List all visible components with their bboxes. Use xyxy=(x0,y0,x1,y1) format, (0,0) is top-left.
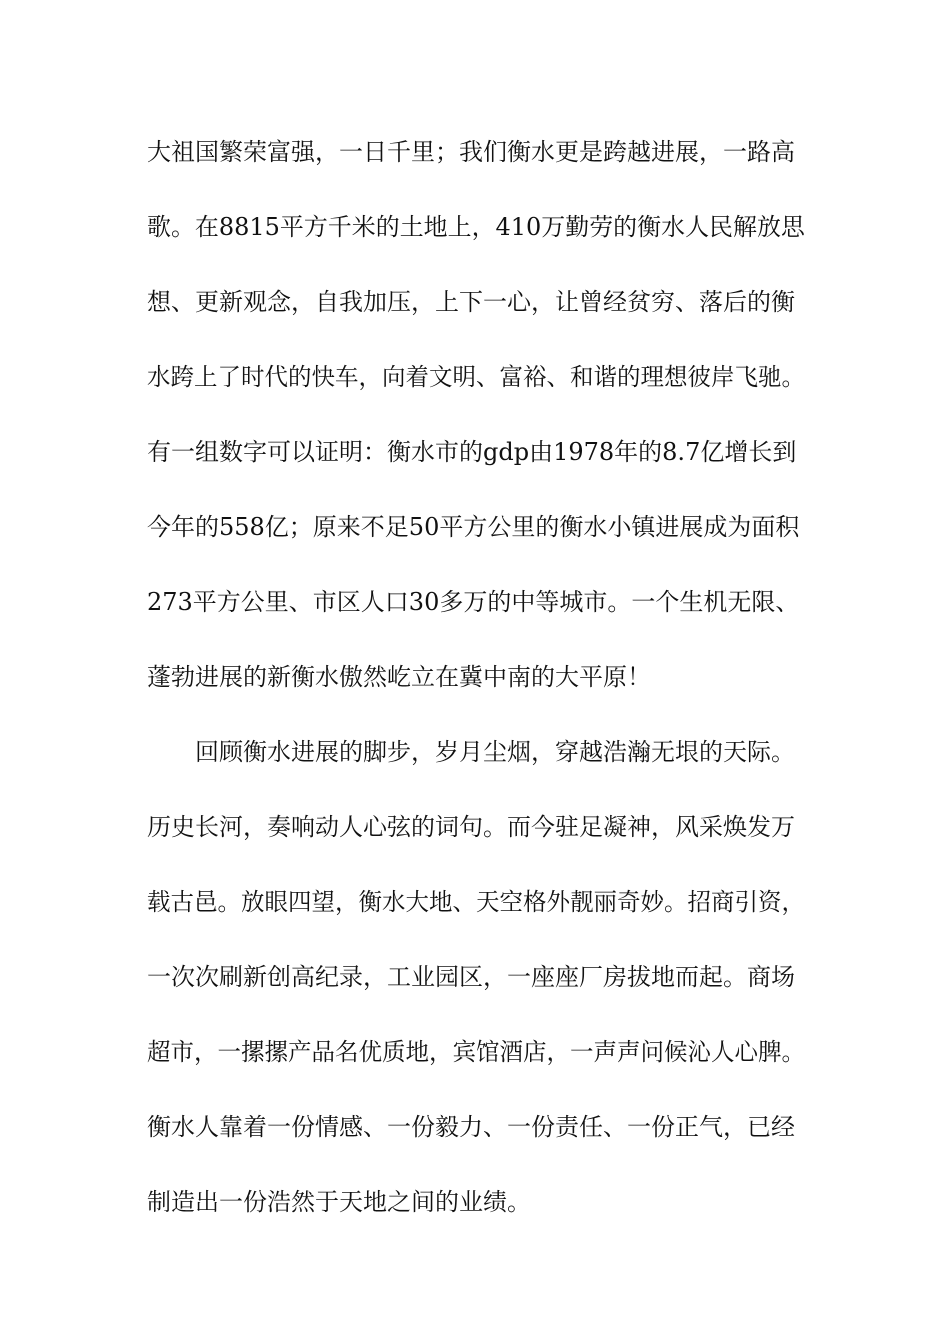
text-line: 超市，一摞摞产品名优质地，宾馆酒店，一声声问候沁人心脾。 xyxy=(147,1038,806,1066)
text-line: 一次次刷新创高纪录，工业园区，一座座厂房拔地而起。商场 xyxy=(147,963,795,991)
text-line: 想、更新观念，自我加压，上下一心，让曾经贫穷、落后的衡 xyxy=(147,288,795,316)
text-line: 有一组数字可以证明：衡水市的gdp由1978年的8.7亿增长到 xyxy=(147,438,797,466)
text-line: 今年的558亿；原来不足50平方公里的衡水小镇进展成为面积 xyxy=(147,513,800,541)
text-line: 歌。在8815平方千米的土地上，410万勤劳的衡水人民解放思 xyxy=(147,213,805,241)
text-line: 载古邑。放眼四望，衡水大地、天空格外靓丽奇妙。招商引资， xyxy=(147,888,806,916)
text-line: 回顾衡水进展的脚步，岁月尘烟，穿越浩瀚无垠的天际。 xyxy=(195,738,795,766)
text-line: 蓬勃进展的新衡水傲然屹立在冀中南的大平原！ xyxy=(147,663,651,691)
text-line: 水跨上了时代的快车，向着文明、富裕、和谐的理想彼岸飞驰。 xyxy=(147,363,806,391)
text-line: 大祖国繁荣富强，一日千里；我们衡水更是跨越进展，一路高 xyxy=(147,138,795,166)
text-line: 273平方公里、市区人口30多万的中等城市。一个生机无限、 xyxy=(147,588,800,616)
text-line: 衡水人靠着一份情感、一份毅力、一份责任、一份正气，已经 xyxy=(147,1113,795,1141)
text-line: 历史长河，奏响动人心弦的词句。而今驻足凝神，风采焕发万 xyxy=(147,813,795,841)
text-line: 制造出一份浩然于天地之间的业绩。 xyxy=(147,1188,531,1216)
